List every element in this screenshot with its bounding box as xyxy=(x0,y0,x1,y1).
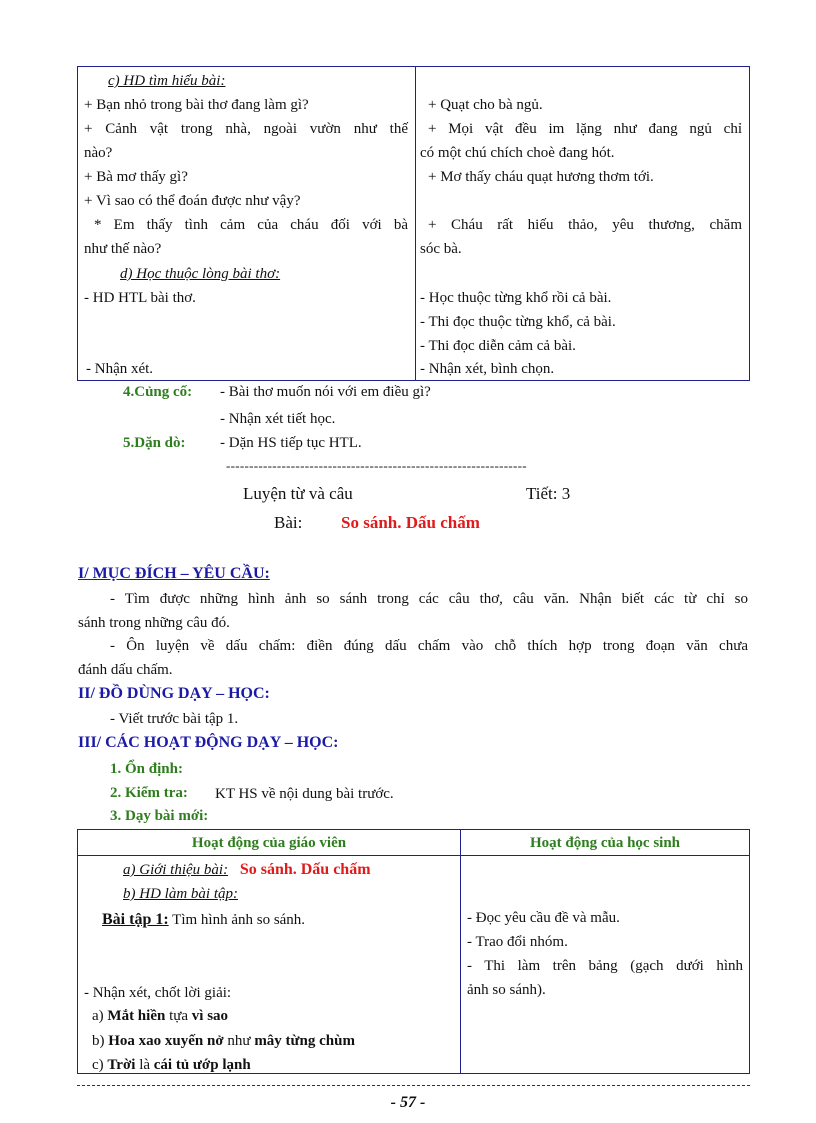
list-item: ảnh so sánh). xyxy=(467,982,546,998)
exercise-1-row xyxy=(102,910,305,930)
lesson-label: Bài: xyxy=(274,513,303,532)
list-item: như thế nào? xyxy=(84,241,162,257)
intro-row xyxy=(123,860,371,880)
intro-label: a) Giới thiệu bài: xyxy=(123,862,229,878)
section-c-heading: c) HD tìm hiểu bài: xyxy=(108,73,226,89)
activity-table-2 xyxy=(77,829,750,1074)
list-item: - Nhận xét. xyxy=(86,361,154,377)
list-item: + Quạt cho bà ngủ. xyxy=(428,97,543,113)
list-item: - Thi đọc diễn cảm cả bài. xyxy=(420,338,576,354)
list-item: + Cảnh vật trong nhà, ngoài vườn như thế xyxy=(84,121,408,137)
dan-do-label: 5.Dặn dò: xyxy=(123,435,186,451)
period-label: Tiết: 3 xyxy=(526,484,571,503)
table-divider xyxy=(415,67,416,380)
hd-label: b) HD làm bài tập: xyxy=(123,886,238,902)
list-item: có một chú chích choè đang hót. xyxy=(420,145,615,161)
dan-do-line-1: - Dặn HS tiếp tục HTL. xyxy=(220,435,362,451)
footer-rule xyxy=(77,1085,750,1086)
list-item: sóc bà. xyxy=(420,241,462,257)
cung-co-line-1: - Bài thơ muốn nói với em điều gì? xyxy=(220,384,431,400)
intro-title: So sánh. Dấu chấm xyxy=(239,861,371,878)
list-item: - Thi đọc thuộc từng khổ, cả bài. xyxy=(420,314,616,330)
column-header-teacher: Hoạt động của giáo viên xyxy=(191,835,347,851)
cung-co-line-2: - Nhận xét tiết học. xyxy=(220,411,336,427)
list-item: nào? xyxy=(84,145,113,161)
step-1: 1. Ổn định: xyxy=(110,761,183,777)
answer-a: a) Mắt hiền tựa vì sao xyxy=(92,1008,229,1024)
list-item: + Mọi vật đều im lặng như đang ngủ chỉ xyxy=(428,121,742,137)
subject-title: Luyện từ và câu xyxy=(243,484,353,503)
page-number: - 57 - xyxy=(390,1094,426,1111)
list-item: * Em thấy tình cảm của cháu đối với bà xyxy=(94,217,408,233)
list-item: + Bạn nhỏ trong bài thơ đang làm gì? xyxy=(84,97,309,113)
section-2-heading: II/ ĐỒ DÙNG DẠY – HỌC: xyxy=(78,685,270,702)
list-item: + Cháu rất hiếu thảo, yêu thương, chăm xyxy=(428,217,742,233)
list-item: - Trao đổi nhóm. xyxy=(467,934,568,950)
list-item: - HD HTL bài thơ. xyxy=(84,290,196,306)
exercise-1-text: Tìm hình ảnh so sánh. xyxy=(172,912,306,928)
column-header-student: Hoạt động của học sinh xyxy=(529,835,681,851)
section-1-heading: I/ MỤC ĐÍCH – YÊU CẦU: xyxy=(78,565,270,582)
list-item: + Vì sao có thể đoán được như vậy? xyxy=(84,193,301,209)
table-divider xyxy=(460,830,461,1073)
answer-b: b) Hoa xao xuyến nở như mây từng chùm xyxy=(92,1033,355,1049)
paragraph: - Ôn luyện về dấu chấm: điền đúng dấu chấm vào chỗ thích hợp trong đoạn văn chưa xyxy=(110,638,748,654)
list-item: - Thi làm trên bảng (gạch dưới hình xyxy=(467,958,743,974)
table-header-divider xyxy=(78,855,749,856)
list-item: + Mơ thấy cháu quạt hương thơm tới. xyxy=(428,169,654,185)
step-2-text: KT HS về nội dung bài trước. xyxy=(215,786,394,802)
paragraph: - Tìm được những hình ảnh so sánh trong các câu thơ, câu văn. Nhận biết các từ chỉ so xyxy=(110,591,748,607)
separator-line: ----------------------------------------------------------------- xyxy=(226,458,527,473)
step-3: 3. Dạy bài mới: xyxy=(110,808,209,824)
list-item: - Đọc yêu cầu đề và mẫu. xyxy=(467,910,620,926)
activity-table-1 xyxy=(77,66,750,381)
lesson-title: So sánh. Dấu chấm xyxy=(341,513,480,532)
list-item: - Nhận xét, bình chọn. xyxy=(420,361,555,377)
conclusion-label: - Nhận xét, chốt lời giải: xyxy=(84,985,232,1001)
section-d-heading: d) Học thuộc lòng bài thơ: xyxy=(120,266,281,282)
paragraph: đánh dấu chấm. xyxy=(78,662,173,678)
cung-co-label: 4.Củng cố: xyxy=(123,384,193,400)
paragraph: sánh trong những câu đó. xyxy=(78,615,230,631)
list-item: + Bà mơ thấy gì? xyxy=(84,169,188,185)
step-2: 2. Kiểm tra: xyxy=(110,785,188,801)
answer-c: c) Trời là cái tủ ướp lạnh xyxy=(92,1057,251,1073)
section-3-heading: III/ CÁC HOẠT ĐỘNG DẠY – HỌC: xyxy=(78,734,339,751)
exercise-1-label: Bài tập 1: xyxy=(102,911,169,928)
list-item: - Học thuộc từng khổ rồi cả bài. xyxy=(420,290,612,306)
list-item: - Viết trước bài tập 1. xyxy=(110,711,239,727)
